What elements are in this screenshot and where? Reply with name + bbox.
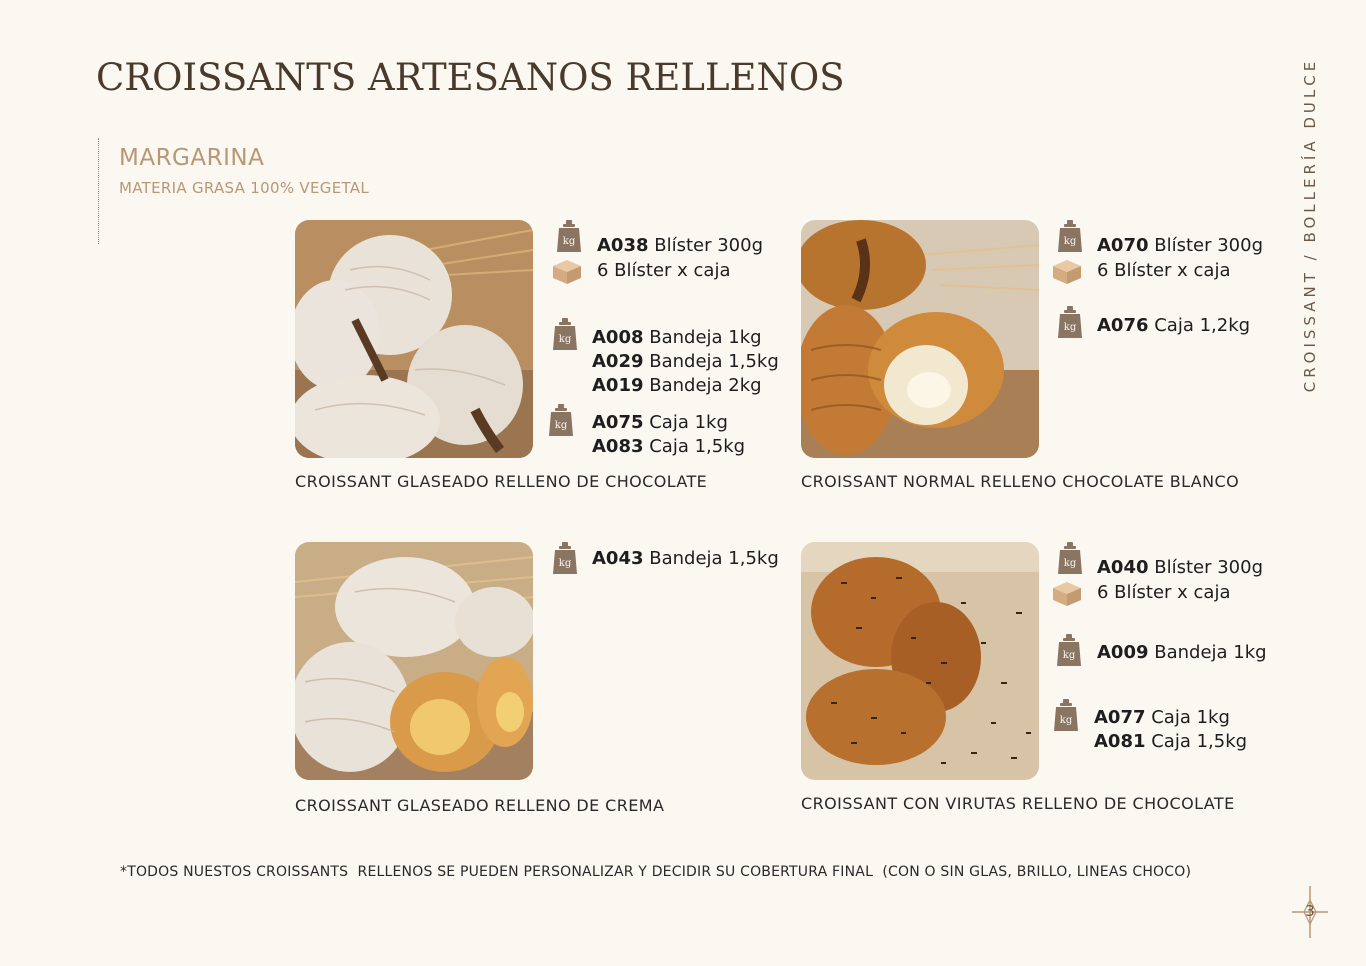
weight-kg-icon: [553, 318, 577, 350]
weight-kg-icon: [1058, 306, 1082, 338]
box-icon: [1052, 581, 1082, 607]
side-category-label: CROISSANT / BOLLERÍA DULCE: [1301, 57, 1319, 393]
product-line: 6 Blíster x caja: [597, 260, 731, 281]
product-caption: CROISSANT GLASEADO RELLENO DE CREMA: [295, 796, 665, 815]
weight-kg-icon: [557, 220, 581, 252]
weight-kg-icon: [1058, 542, 1082, 574]
product-line: 6 Blíster x caja: [1097, 260, 1231, 281]
product-line: A083 Caja 1,5kg: [592, 436, 746, 457]
product-caption: CROISSANT CON VIRUTAS RELLENO DE CHOCOLATE: [801, 794, 1235, 813]
page-title: CROISSANTS ARTESANOS RELLENOS: [96, 56, 845, 99]
section-divider: [98, 138, 99, 244]
weight-kg-icon: [1058, 220, 1082, 252]
box-icon: [552, 259, 582, 285]
product-line: A008 Bandeja 1kg: [592, 327, 762, 348]
product-line: A040 Blíster 300g: [1097, 557, 1264, 578]
box-icon: [1052, 259, 1082, 285]
weight-kg-icon: [553, 542, 577, 574]
product-line: A070 Blíster 300g: [1097, 235, 1264, 256]
product-line: A009 Bandeja 1kg: [1097, 642, 1267, 663]
product-line: A038 Blíster 300g: [597, 235, 764, 256]
product-photo-virutas-chocolate: [801, 542, 1039, 780]
weight-kg-icon: [1057, 634, 1081, 666]
weight-kg-icon: [1054, 699, 1078, 731]
page-number: [1292, 886, 1328, 938]
product-photo-glaseado-crema: [295, 542, 533, 780]
product-line: A019 Bandeja 2kg: [592, 375, 762, 396]
product-line: A081 Caja 1,5kg: [1094, 731, 1248, 752]
product-line: A029 Bandeja 1,5kg: [592, 351, 779, 372]
section-subtitle: MATERIA GRASA 100% VEGETAL: [119, 179, 369, 197]
page-number-text: 3: [1305, 902, 1315, 920]
product-line: A077 Caja 1kg: [1094, 707, 1230, 728]
product-caption: CROISSANT NORMAL RELLENO CHOCOLATE BLANCO: [801, 472, 1240, 491]
footnote: *TODOS NUESTOS CROISSANTS RELLENOS SE PUEDEN PERSONALIZAR Y DECIDIR SU COBERTURA FINAL (CON O SIN GLAS, BRILLO, LINEAS CHOCO): [120, 864, 1192, 880]
product-caption: CROISSANT GLASEADO RELLENO DE CHOCOLATE: [295, 472, 708, 491]
product-photo-normal-chocolate-blanco: [801, 220, 1039, 458]
product-photo-glaseado-chocolate: [295, 220, 533, 458]
section-title: MARGARINA: [119, 145, 265, 171]
product-line: A043 Bandeja 1,5kg: [592, 548, 779, 569]
product-line: 6 Blíster x caja: [1097, 582, 1231, 603]
product-line: A076 Caja 1,2kg: [1097, 315, 1251, 336]
product-line: A075 Caja 1kg: [592, 412, 728, 433]
weight-kg-icon: [549, 404, 573, 436]
